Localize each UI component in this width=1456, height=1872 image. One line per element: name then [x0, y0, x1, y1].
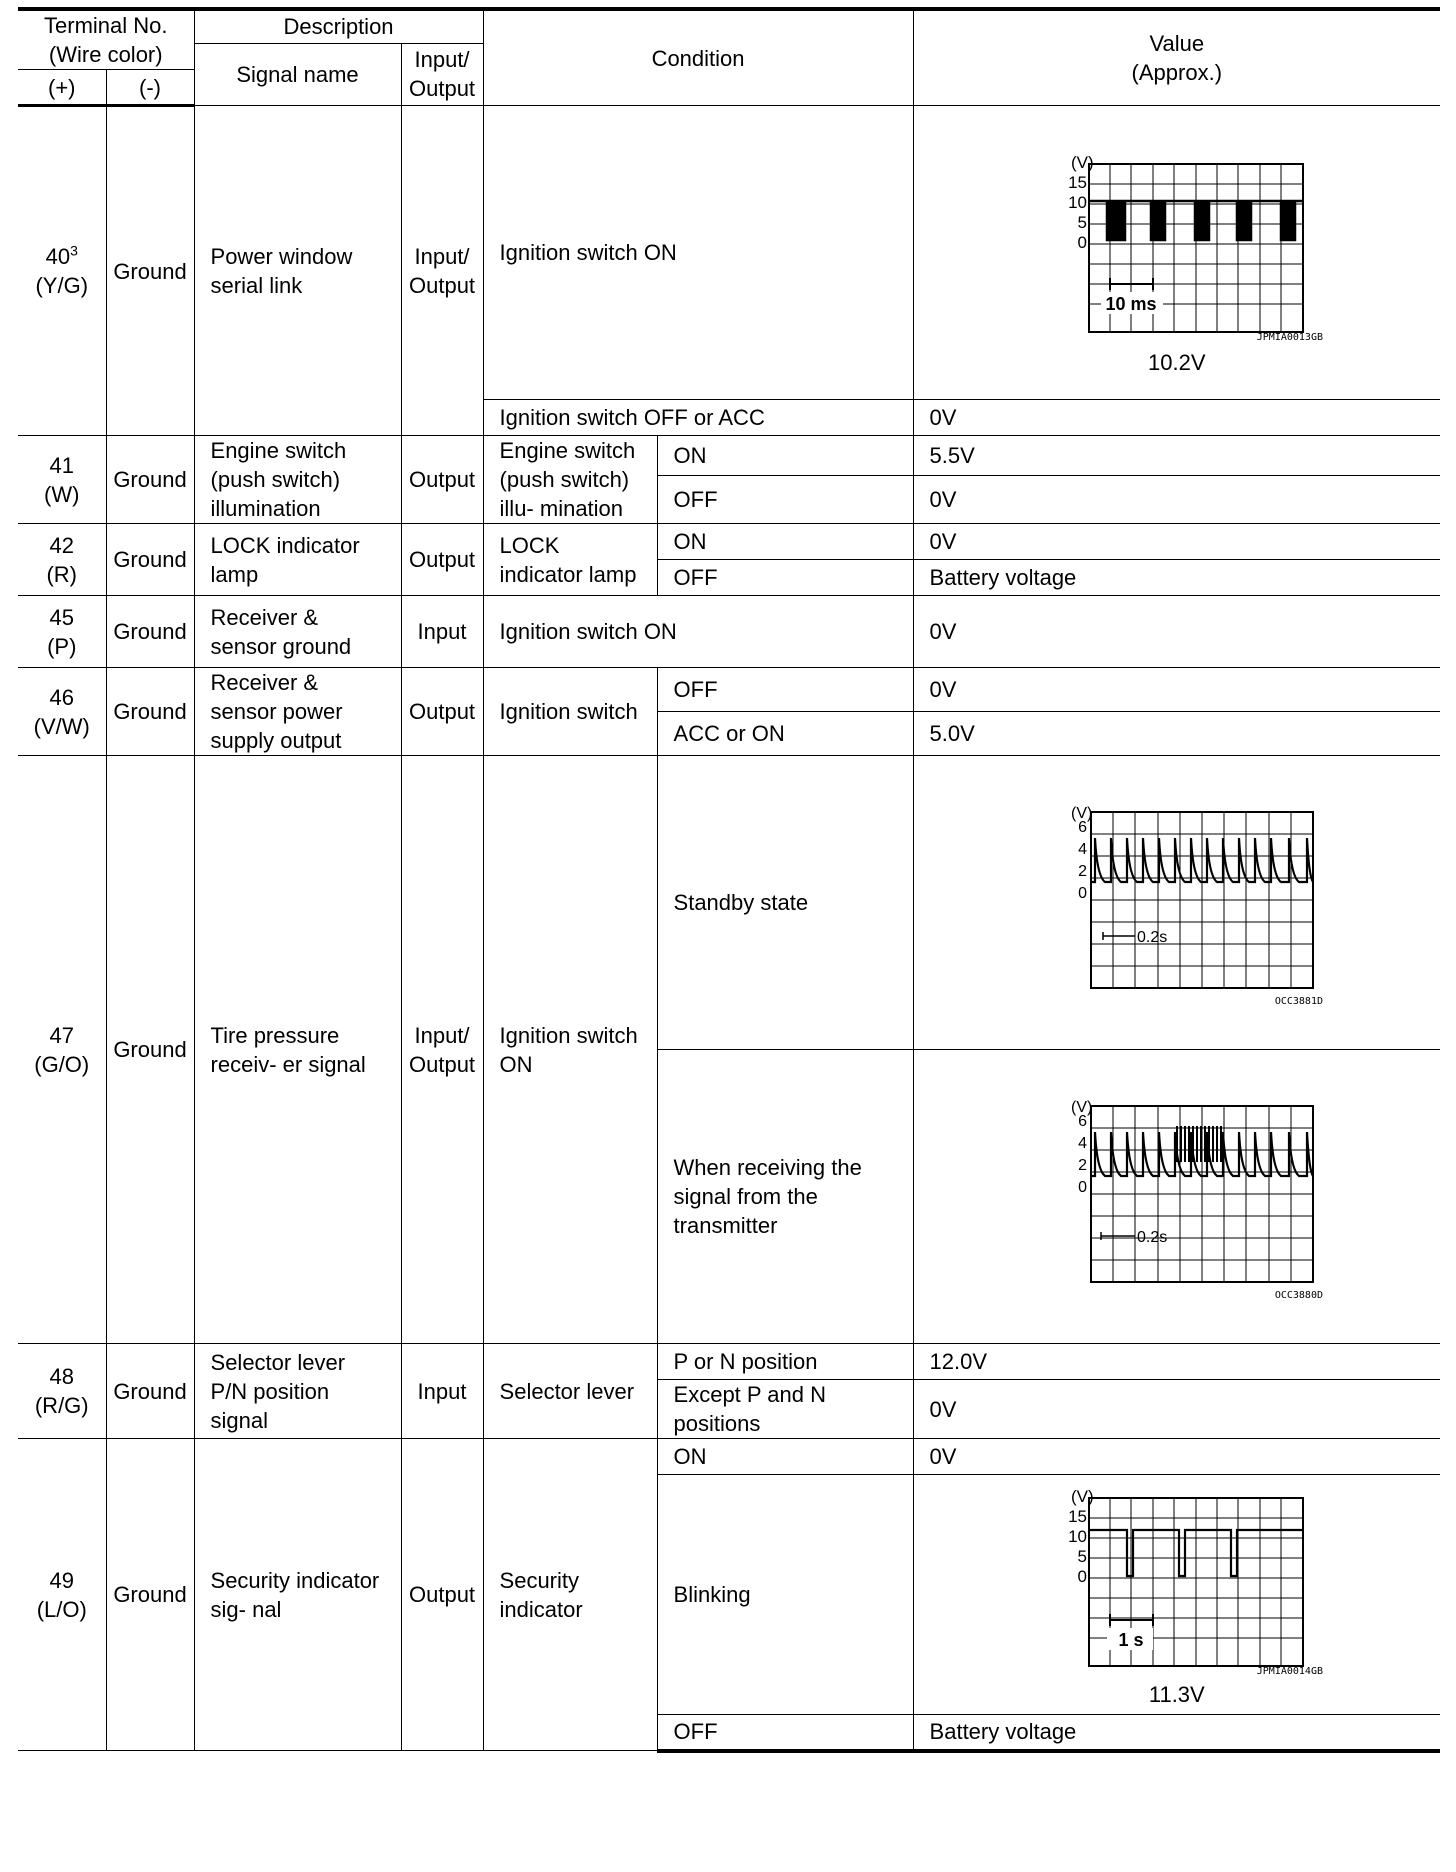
figure-code: OCC3880D — [1274, 1289, 1323, 1301]
sub-condition: Except P and N positions — [657, 1380, 913, 1439]
condition-cell: Security indicator — [483, 1439, 657, 1751]
sub-condition: ON — [657, 436, 913, 476]
signal-name: Power window serial link — [194, 106, 401, 436]
value: 0V — [913, 524, 1440, 560]
io-cell: Input — [401, 1344, 483, 1439]
header-terminal — [18, 9, 194, 70]
figure-code: JPMIA0013GB — [1256, 332, 1323, 343]
wire-color: (G/O) — [34, 1051, 90, 1077]
value-waveform-cell — [913, 106, 1440, 400]
wire-color: (V/W) — [33, 713, 90, 739]
header-plus: (+) — [18, 70, 106, 106]
axis-tick: 0 — [1077, 1567, 1087, 1586]
axis-tick: 4 — [1077, 1134, 1087, 1152]
terminal-41 — [18, 436, 106, 524]
terminal-number: 48 — [49, 1364, 74, 1389]
axis-unit: (V) — [1070, 804, 1093, 822]
ground-cell: Ground — [106, 596, 194, 668]
waveform-standby-state — [1027, 798, 1327, 1008]
ground-cell: Ground — [106, 756, 194, 1344]
waveform-trace — [1089, 201, 1303, 240]
waveform-receiving-signal — [1027, 1092, 1327, 1302]
terminal-number: 42 — [49, 532, 74, 558]
waveform-burst — [1177, 1126, 1221, 1162]
time-marker — [1103, 932, 1135, 940]
condition-cell: Selector lever — [483, 1344, 657, 1439]
value: 0V — [913, 400, 1440, 436]
figure-code: OCC3881D — [1274, 995, 1323, 1007]
header-value — [913, 9, 1440, 106]
condition-cell: LOCK indicator lamp — [483, 524, 657, 596]
waveform-power-window-serial-link — [1027, 128, 1327, 344]
terminal-40 — [18, 106, 106, 436]
signal-name: LOCK indicator lamp — [194, 524, 401, 596]
axis-tick: 6 — [1077, 1112, 1087, 1130]
value: 11.3V — [1148, 1682, 1205, 1707]
axis-tick: 0 — [1077, 1178, 1087, 1196]
axis-tick: 15 — [1067, 1507, 1087, 1526]
value: 0V — [913, 596, 1440, 668]
value: 10.2V — [1148, 350, 1206, 375]
figure-code: JPMIA0014GB — [1256, 1666, 1323, 1676]
terminal-48 — [18, 1344, 106, 1439]
terminal-45 — [18, 596, 106, 668]
axis-tick: 15 — [1067, 173, 1087, 192]
condition-cell: Ignition switch — [483, 668, 657, 756]
value-waveform-cell — [913, 1475, 1440, 1715]
signal-name: Tire pressure receiv- er signal — [194, 756, 401, 1344]
terminal-46 — [18, 668, 106, 756]
wire-color: (W) — [44, 481, 80, 507]
value-waveform-cell — [913, 756, 1440, 1050]
axis-tick: 2 — [1077, 862, 1087, 880]
condition-cell: Ignition switch ON — [483, 756, 657, 1344]
header-wire-color: (Wire color) — [48, 42, 163, 67]
condition-cell: Ignition switch ON — [483, 596, 913, 668]
wire-color: (Y/G) — [35, 273, 89, 298]
value: 0V — [913, 1439, 1440, 1475]
sub-condition: OFF — [657, 1715, 913, 1751]
axis-tick: 5 — [1077, 213, 1087, 232]
ground-cell: Ground — [106, 436, 194, 524]
sub-condition: ON — [657, 524, 913, 560]
wire-color: (R) — [46, 561, 78, 587]
header-value-label: Value — [1149, 31, 1205, 56]
axis-tick: 0 — [1077, 884, 1087, 902]
terminal-number: 40 — [45, 244, 71, 269]
terminal-number: 45 — [49, 604, 74, 630]
header-minus: (-) — [106, 70, 194, 106]
io-cell: Output — [401, 1439, 483, 1751]
signal-name: Security indicator sig- nal — [194, 1439, 401, 1751]
axis-tick: 10 — [1067, 193, 1087, 212]
header-signal-name: Signal name — [194, 43, 401, 106]
terminal-number: 41 — [49, 452, 74, 478]
axis-tick: 2 — [1077, 1156, 1087, 1174]
waveform-security-indicator — [1027, 1480, 1327, 1676]
value: 5.0V — [913, 712, 1440, 756]
terminal-47 — [18, 756, 106, 1344]
value: 12.0V — [913, 1344, 1440, 1380]
axis-unit: (V) — [1070, 153, 1094, 172]
value: 0V — [913, 668, 1440, 712]
io-cell: Input — [401, 596, 483, 668]
terminal-spec-table — [18, 7, 1440, 1753]
terminal-49 — [18, 1439, 106, 1751]
sub-condition: OFF — [657, 560, 913, 596]
time-division: 1 s — [1118, 1630, 1144, 1650]
io-cell: Input/ Output — [401, 756, 483, 1344]
sub-condition: OFF — [657, 668, 913, 712]
value: 0V — [913, 476, 1440, 524]
sub-condition: Standby state — [657, 756, 913, 1050]
condition-cell: Ignition switch ON — [483, 106, 913, 400]
terminal-number: 46 — [49, 684, 74, 710]
axis-tick: 0 — [1077, 233, 1087, 252]
sub-condition: ON — [657, 1439, 913, 1475]
sub-condition: OFF — [657, 476, 913, 524]
scope-grid — [1091, 812, 1313, 988]
axis-tick: 4 — [1077, 840, 1087, 858]
condition-cell: Ignition switch OFF or ACC — [483, 400, 913, 436]
time-division: 0.2s — [1136, 928, 1168, 946]
io-cell: Output — [401, 524, 483, 596]
time-division: 10 ms — [1105, 294, 1157, 314]
axis-unit: (V) — [1070, 1487, 1094, 1506]
ground-cell: Ground — [106, 524, 194, 596]
header-input-output: Input/ Output — [401, 43, 483, 106]
value: 0V — [913, 1380, 1440, 1439]
sub-condition: P or N position — [657, 1344, 913, 1380]
header-value-approx: (Approx.) — [1131, 60, 1223, 85]
header-condition: Condition — [483, 9, 913, 106]
signal-name: Engine switch (push switch) illumination — [194, 436, 401, 524]
sub-condition: When receiving the signal from the transmitter — [657, 1050, 913, 1344]
condition-cell: Engine switch (push switch) illu- mination — [483, 436, 657, 524]
axis-tick: 10 — [1067, 1527, 1087, 1546]
ground-cell: Ground — [106, 106, 194, 436]
ground-cell: Ground — [106, 1439, 194, 1751]
header-description: Description — [194, 9, 483, 43]
sub-condition: Blinking — [657, 1475, 913, 1715]
terminal-note: 3 — [70, 242, 78, 259]
signal-name: Selector lever P/N position signal — [194, 1344, 401, 1439]
axis-tick: 6 — [1077, 818, 1087, 836]
io-cell: Output — [401, 668, 483, 756]
axis-tick: 5 — [1077, 1547, 1087, 1566]
terminal-number: 49 — [49, 1567, 74, 1593]
wire-color: (L/O) — [36, 1596, 87, 1622]
terminal-number: 47 — [49, 1022, 74, 1048]
io-cell: Output — [401, 436, 483, 524]
ground-cell: Ground — [106, 668, 194, 756]
sub-condition: ACC or ON — [657, 712, 913, 756]
ground-cell: Ground — [106, 1344, 194, 1439]
io-cell: Input/ Output — [401, 106, 483, 436]
wire-color: (R/G) — [34, 1393, 89, 1418]
value-waveform-cell — [913, 1050, 1440, 1344]
header-terminal-no: Terminal No. — [44, 13, 168, 38]
axis-unit: (V) — [1070, 1098, 1093, 1116]
signal-name: Receiver & sensor ground — [194, 596, 401, 668]
value: Battery voltage — [913, 1715, 1440, 1751]
value: Battery voltage — [913, 560, 1440, 596]
time-division: 0.2s — [1136, 1228, 1168, 1246]
wire-color: (P) — [47, 633, 77, 659]
signal-name: Receiver & sensor power supply output — [194, 668, 401, 756]
time-marker — [1101, 1232, 1135, 1240]
terminal-42 — [18, 524, 106, 596]
value: 5.5V — [913, 436, 1440, 476]
